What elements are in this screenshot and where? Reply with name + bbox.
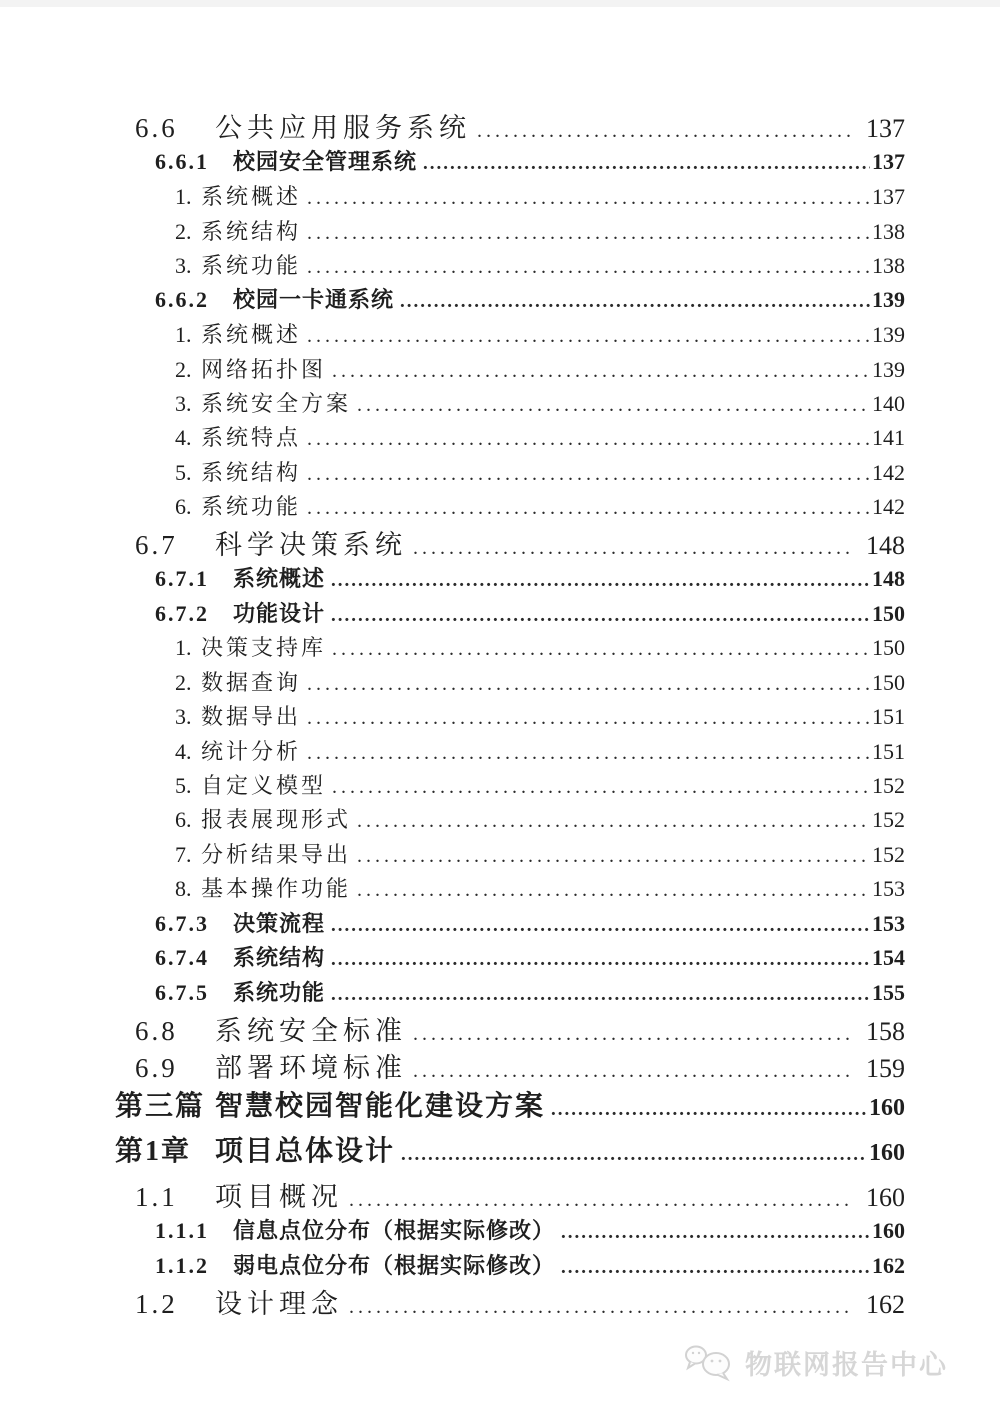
dot-leader: [331, 911, 870, 938]
toc-entry-title: 系统结构: [201, 218, 302, 244]
dot-leader: [357, 876, 870, 902]
dot-leader: [307, 460, 870, 486]
toc-entry[interactable]: [175, 460, 905, 486]
page-top-edge: [0, 0, 1000, 7]
toc-entry-page: 138: [872, 252, 905, 278]
toc-entry-page: 160: [869, 1094, 905, 1121]
toc-entry[interactable]: [175, 876, 905, 902]
toc-entry-title: 分析结果导出: [201, 841, 352, 867]
toc-entry-number: 3.: [175, 704, 192, 730]
toc-entry-page: 137: [866, 114, 905, 143]
dot-leader: [413, 1052, 852, 1084]
toc-entry-title: 科学决策系统: [215, 529, 407, 560]
dot-leader: [331, 601, 870, 628]
toc-entry[interactable]: [155, 566, 905, 593]
toc-entry-title: 数据导出: [201, 704, 302, 730]
dot-leader: [307, 494, 870, 520]
toc-entry-number: 6.9: [135, 1053, 178, 1084]
toc-entry-title: 智慧校园智能化建设方案: [215, 1090, 546, 1122]
toc-entry-page: 159: [866, 1054, 905, 1084]
toc-entry-title: 系统特点: [201, 425, 302, 451]
toc-entry-number: 6.6.2: [155, 287, 209, 313]
dot-leader: [332, 357, 870, 383]
toc-entry-title: 决策流程: [233, 910, 326, 936]
toc-entry-number: 2.: [175, 669, 192, 695]
toc-entry-number: 2.: [175, 218, 192, 244]
toc-entry-title: 弱电点位分布（根据实际修改）: [233, 1253, 556, 1279]
toc-entry[interactable]: [155, 287, 905, 314]
toc-entry-number: 2.: [175, 356, 192, 382]
toc-entry-page: 138: [872, 218, 905, 244]
dot-leader: [413, 1015, 852, 1047]
toc-entry-number: 6.7.2: [155, 600, 209, 626]
toc-entry[interactable]: [175, 635, 905, 661]
dot-leader: [307, 704, 870, 730]
toc-entry-title: 系统概述: [201, 184, 302, 210]
toc-entry-page: 148: [866, 530, 905, 560]
toc-entry[interactable]: [175, 253, 905, 279]
toc-entry-title: 系统概述: [233, 565, 326, 591]
toc-entry-title: 系统安全标准: [215, 1016, 407, 1046]
toc-entry-title: 系统结构: [201, 459, 302, 485]
toc-entry[interactable]: [155, 1253, 905, 1280]
toc-entry[interactable]: [175, 184, 905, 210]
toc-entry-title: 功能设计: [233, 600, 326, 626]
toc-entry-number: 1.: [175, 184, 192, 210]
toc-entry-page: 150: [872, 669, 905, 695]
dot-leader: [307, 425, 870, 451]
toc-entry-number: 6.: [175, 807, 192, 833]
toc-entry-number: 3.: [175, 252, 192, 278]
dot-leader: [307, 253, 870, 279]
toc-entry-number: 6.: [175, 494, 192, 520]
toc-entry-title: 自定义模型: [201, 773, 327, 799]
toc-entry-page: 142: [872, 459, 905, 485]
dot-leader: [423, 149, 870, 176]
toc-entry-page: 154: [872, 945, 905, 971]
toc-entry-page: 152: [872, 807, 905, 833]
toc-entry-number: 3.: [175, 390, 192, 416]
toc-entry-number: 1.1: [135, 1181, 178, 1212]
toc-entry-number: 1.1.1: [155, 1218, 209, 1244]
toc-entry-title: 系统功能: [233, 980, 326, 1006]
toc-entry-page: 151: [872, 704, 905, 730]
wechat-icon: [683, 1342, 735, 1382]
toc-entry-page: 153: [872, 876, 905, 902]
toc-entry[interactable]: [175, 842, 905, 868]
toc-entry[interactable]: [135, 529, 905, 561]
toc-entry-page: 162: [866, 1289, 905, 1319]
toc-entry-title: 基本操作功能: [201, 876, 352, 902]
toc-entry-title: 项目总体设计: [215, 1136, 396, 1168]
toc-entry[interactable]: [175, 704, 905, 730]
toc-list: [95, 112, 905, 1325]
toc-entry-page: 155: [872, 980, 905, 1006]
toc-entry-number: 6.6.1: [155, 149, 209, 175]
toc-entry-page: 160: [869, 1140, 905, 1167]
toc-entry-title: 系统功能: [201, 252, 302, 278]
toc-entry-number: 4.: [175, 425, 192, 451]
toc-entry-page: 139: [872, 356, 905, 382]
toc-entry-number: 1.: [175, 635, 192, 661]
watermark: [683, 1342, 948, 1382]
toc-entry[interactable]: [175, 391, 905, 417]
toc-entry[interactable]: [175, 739, 905, 765]
dot-leader: [401, 1135, 867, 1169]
dot-leader: [307, 184, 870, 210]
toc-entry[interactable]: [175, 322, 905, 348]
dot-leader: [357, 391, 870, 417]
dot-leader: [477, 112, 852, 144]
toc-entry-page: 158: [866, 1017, 905, 1046]
toc-entry-title: 决策支持库: [201, 635, 327, 661]
toc-entry-number: 第三篇: [115, 1090, 206, 1122]
toc-entry-title: 报表展现形式: [201, 807, 352, 833]
dot-leader: [357, 807, 870, 833]
toc-entry-number: 6.7.1: [155, 565, 209, 591]
toc-entry[interactable]: [135, 112, 905, 144]
toc-entry-page: 137: [872, 184, 905, 210]
toc-entry-title: 信息点位分布（根据实际修改）: [233, 1218, 556, 1244]
dot-leader: [307, 219, 870, 245]
toc-entry[interactable]: [115, 1090, 905, 1124]
dot-leader: [331, 980, 870, 1007]
toc-entry-number: 5.: [175, 459, 192, 485]
toc-entry-page: 160: [872, 1218, 905, 1244]
dot-leader: [332, 773, 870, 799]
toc-entry-page: 137: [872, 149, 905, 175]
toc-entry-page: 150: [872, 600, 905, 626]
toc-entry-page: 152: [872, 773, 905, 799]
toc-entry-number: 6.6: [135, 113, 178, 143]
toc-entry-number: 1.1.2: [155, 1253, 209, 1279]
toc-entry-title: 公共应用服务系统: [215, 113, 471, 143]
dot-leader: [561, 1253, 870, 1280]
toc-entry-page: 141: [872, 425, 905, 451]
toc-entry[interactable]: [175, 807, 905, 833]
toc-entry-title: 统计分析: [201, 738, 302, 764]
toc-entry[interactable]: [175, 357, 905, 383]
toc-entry-number: 6.7.4: [155, 945, 209, 971]
toc-entry-title: 网络拓扑图: [201, 356, 327, 382]
dot-leader: [332, 635, 870, 661]
toc-entry-number: 6.7.3: [155, 910, 209, 936]
toc-entry[interactable]: [155, 149, 905, 176]
toc-entry[interactable]: [135, 1181, 905, 1213]
toc-entry-title: 项目概况: [215, 1181, 343, 1212]
watermark-label: 物联网报告中心: [745, 1349, 948, 1380]
toc-entry[interactable]: [135, 1052, 905, 1084]
toc-entry[interactable]: [115, 1135, 905, 1169]
toc-entry-number: 6.7: [135, 529, 178, 560]
toc-entry-title: 系统结构: [233, 945, 326, 971]
toc-entry-title: 部署环境标准: [215, 1053, 407, 1084]
dot-leader: [551, 1090, 867, 1124]
toc-entry[interactable]: [155, 1218, 905, 1245]
toc-entry-title: 系统安全方案: [201, 390, 352, 416]
toc-entry-title: 校园安全管理系统: [233, 149, 418, 175]
toc-entry-page: 142: [872, 494, 905, 520]
toc-entry-number: 1.2: [135, 1288, 178, 1319]
toc-entry-title: 数据查询: [201, 669, 302, 695]
dot-leader: [400, 287, 870, 314]
toc-entry-title: 系统功能: [201, 494, 302, 520]
toc-entry[interactable]: [175, 670, 905, 696]
toc-entry-page: 152: [872, 841, 905, 867]
toc-entry[interactable]: [155, 945, 905, 972]
toc-entry-title: 校园一卡通系统: [233, 287, 395, 313]
toc-entry-number: 7.: [175, 841, 192, 867]
dot-leader: [357, 842, 870, 868]
toc-entry[interactable]: [175, 494, 905, 520]
dot-leader: [307, 322, 870, 348]
dot-leader: [413, 529, 852, 561]
toc-entry-title: 设计理念: [215, 1288, 343, 1319]
toc-entry-page: 139: [872, 287, 905, 313]
toc-entry-number: 4.: [175, 738, 192, 764]
toc-entry-number: 6.8: [135, 1016, 178, 1046]
dot-leader: [307, 670, 870, 696]
toc-entry-number: 8.: [175, 876, 192, 902]
dot-leader: [349, 1288, 852, 1320]
toc-entry[interactable]: [155, 601, 905, 628]
toc-entry[interactable]: [175, 773, 905, 799]
dot-leader: [331, 566, 870, 593]
toc-entry[interactable]: [155, 980, 905, 1007]
dot-leader: [561, 1218, 870, 1245]
toc-entry-page: 150: [872, 635, 905, 661]
dot-leader: [307, 739, 870, 765]
toc-entry[interactable]: [155, 911, 905, 938]
toc-entry-page: 140: [872, 390, 905, 416]
toc-entry-number: 第1章: [115, 1136, 192, 1168]
toc-entry[interactable]: [175, 425, 905, 451]
toc-entry-title: 系统概述: [201, 322, 302, 348]
toc-entry-number: 6.7.5: [155, 980, 209, 1006]
dot-leader: [349, 1181, 852, 1213]
toc-entry-page: 151: [872, 738, 905, 764]
toc-entry-number: 1.: [175, 322, 192, 348]
toc-entry[interactable]: [135, 1015, 905, 1047]
toc-entry-page: 153: [872, 910, 905, 936]
toc-entry[interactable]: [135, 1288, 905, 1320]
toc-entry[interactable]: [175, 219, 905, 245]
toc-entry-page: 162: [872, 1253, 905, 1279]
toc-entry-number: 5.: [175, 773, 192, 799]
toc-entry-page: 160: [866, 1182, 905, 1212]
toc-entry-page: 139: [872, 322, 905, 348]
toc-entry-page: 148: [872, 565, 905, 591]
dot-leader: [331, 945, 870, 972]
